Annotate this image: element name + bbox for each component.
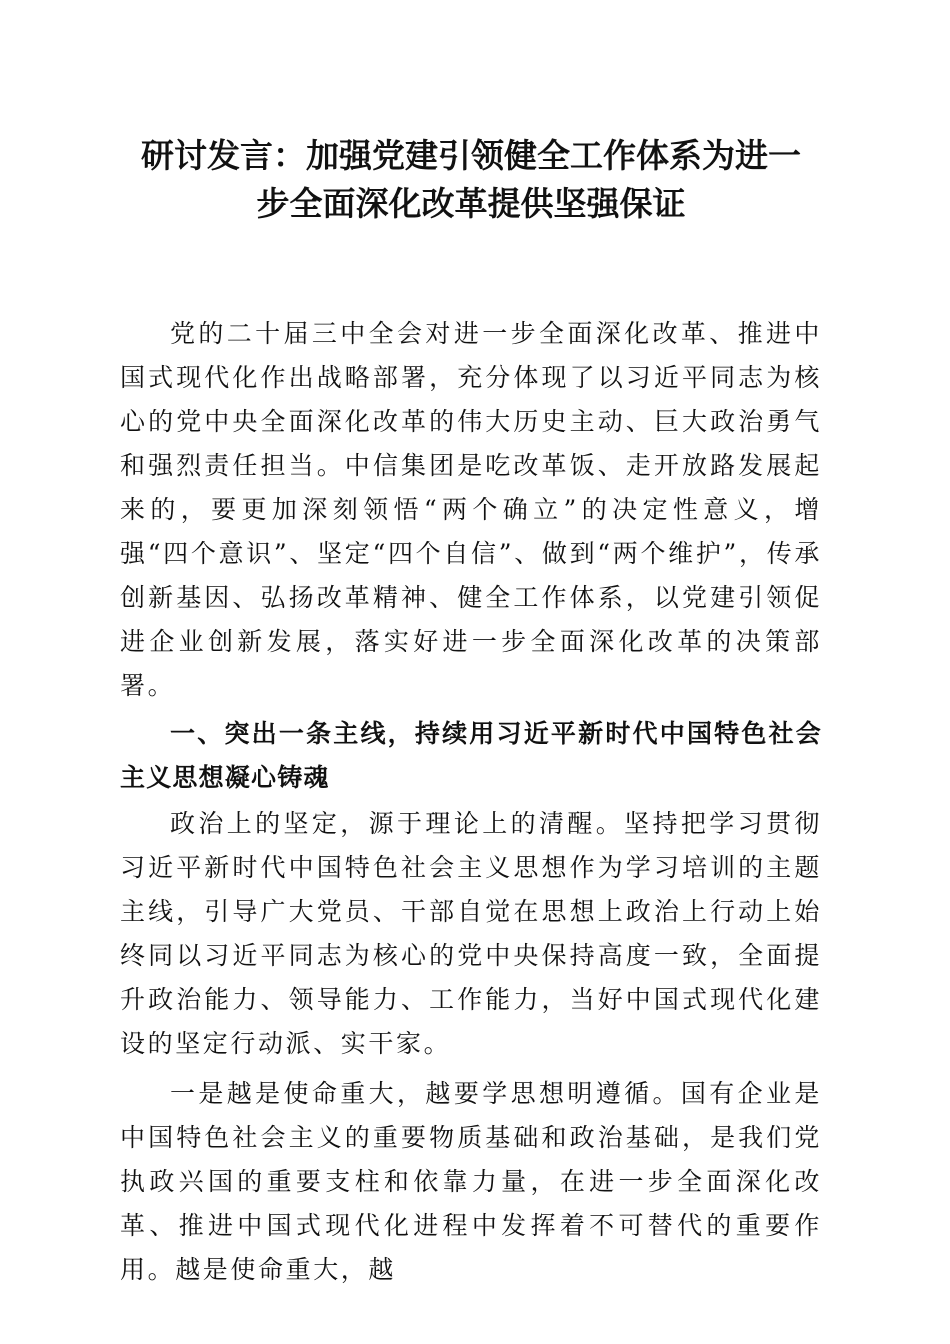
document-page: [120, 132, 822, 1292]
section-1-paragraph: 政治上的坚定，源于理论上的清醒。坚持把学习贯彻习近平新时代中国特色社会主义思想作为学习培训的主题主线，引导广大党员、干部自觉在思想上政治上行动上始终同以习近平同志为核心的党中央保持高度一致，全面提升政治能力、领导能力、工作能力，当好中国式现代化建设的坚定行动派、实干家。: [120, 809, 822, 1058]
document-title: [120, 132, 822, 228]
intro-paragraph: 党的二十届三中全会对进一步全面深化改革、推进中国式现代化作出战略部署，充分体现了以习近平同志为核心的党中央全面深化改革的伟大历史主动、巨大政治勇气和强烈责任担当。中信集团是吃改革饭、走开放路发展起来的，要更加深刻领悟“两个确立”的决定性意义，增强“四个意识”、坚定“四个自信”、做到“两个维护”，传承创新基因、弘扬改革精神、健全工作体系，以党建引领促进企业创新发展，落实好进一步全面深化改革的决策部署。: [120, 319, 822, 700]
section-heading-1: 一、突出一条主线，持续用习近平新时代中国特色社会主义思想凝心铸魂: [120, 719, 822, 792]
title-line-2: 步全面深化改革提供坚强保证: [256, 184, 686, 223]
document-body: [120, 312, 822, 1292]
title-line-1: 研讨发言：加强党建引领健全工作体系为进一: [141, 136, 801, 175]
point-1-paragraph: 一是越是使命重大，越要学思想明遵循。国有企业是中国特色社会主义的重要物质基础和政治基础，是我们党执政兴国的重要支柱和依靠力量，在进一步全面深化改革、推进中国式现代化进程中发挥着不可替代的重要作用。越是使命重大，越: [120, 1079, 822, 1284]
